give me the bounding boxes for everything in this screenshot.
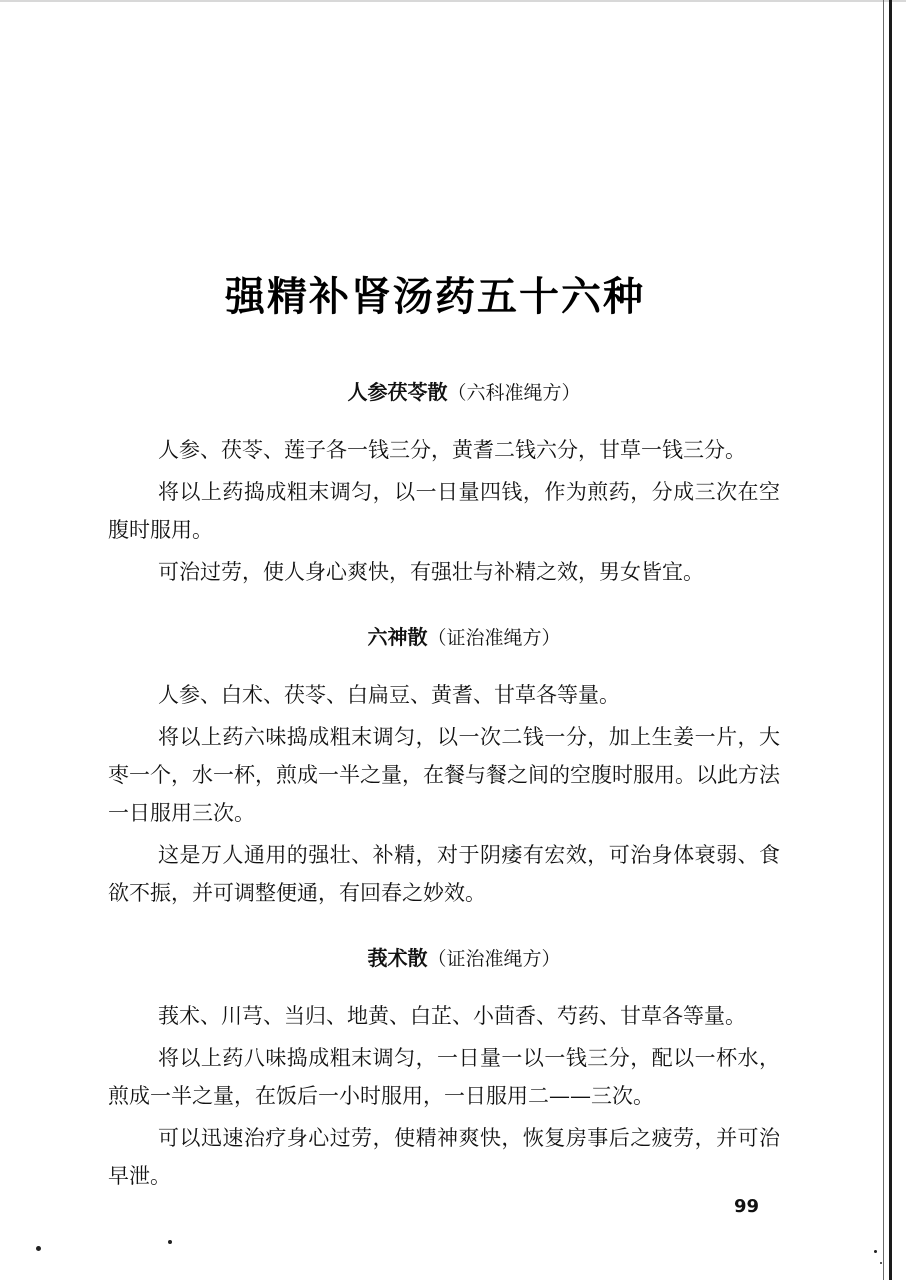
ingredients-paragraph: 莪术、川芎、当归、地黄、白芷、小茴香、芍药、甘草各等量。	[158, 1004, 746, 1028]
page-number: 99	[734, 1196, 760, 1217]
effects-paragraph: 这是万人通用的强壮、补精，对于阴痿有宏效，可治身体衰弱、食欲不振，并可调整便通，有回春之妙效。	[108, 843, 780, 905]
scan-top-edge	[0, 0, 906, 2]
formula-name: 人参茯苓散	[347, 380, 448, 404]
scan-speck	[874, 1250, 877, 1253]
scan-speck	[168, 1240, 172, 1244]
ingredients-paragraph: 人参、茯苓、莲子各一钱三分，黄耆二钱六分，甘草一钱三分。	[158, 438, 746, 462]
scan-speck	[36, 1246, 41, 1251]
section-heading	[108, 376, 780, 405]
preparation-paragraph: 将以上药八味捣成粗末调匀，一日量一以一钱三分，配以一杯水，煎成一半之量，在饭后一小时服用，一日服用二——三次。	[108, 1046, 780, 1108]
scan-binding-edge	[889, 0, 892, 1280]
formula-name: 六神散	[367, 625, 428, 649]
formula-source: （六科准绳方）	[447, 382, 581, 404]
scan-binding-shadow	[883, 0, 884, 1280]
formula-name: 莪术散	[367, 946, 428, 970]
page-title: 强精补肾汤药五十六种	[225, 273, 645, 320]
preparation-paragraph: 将以上药捣成粗末调匀，以一日量四钱，作为煎药，分成三次在空腹时服用。	[108, 480, 780, 542]
effects-paragraph: 可以迅速治疗身心过劳，使精神爽快，恢复房事后之疲劳，并可治早泄。	[108, 1126, 780, 1188]
effects-paragraph: 可治过劳，使人身心爽快，有强壮与补精之效，男女皆宜。	[158, 560, 704, 584]
preparation-paragraph: 将以上药六味捣成粗末调匀，以一次二钱一分，加上生姜一片，大枣一个，水一杯，煎成一半之量，在餐与餐之间的空腹时服用。以此方法一日服用三次。	[108, 725, 780, 825]
section-heading	[108, 942, 780, 971]
formula-source: （证治准绳方）	[427, 948, 561, 970]
page-body	[108, 362, 780, 1199]
ingredients-paragraph: 人参、白术、茯苓、白扁豆、黄耆、甘草各等量。	[158, 683, 620, 707]
section-ezhu-san	[108, 942, 780, 1195]
section-renshen-fuling-san	[108, 376, 780, 591]
section-liushen-san	[108, 621, 780, 912]
section-heading	[108, 621, 780, 650]
formula-source: （证治准绳方）	[427, 627, 561, 649]
scan-speck	[880, 1262, 882, 1264]
